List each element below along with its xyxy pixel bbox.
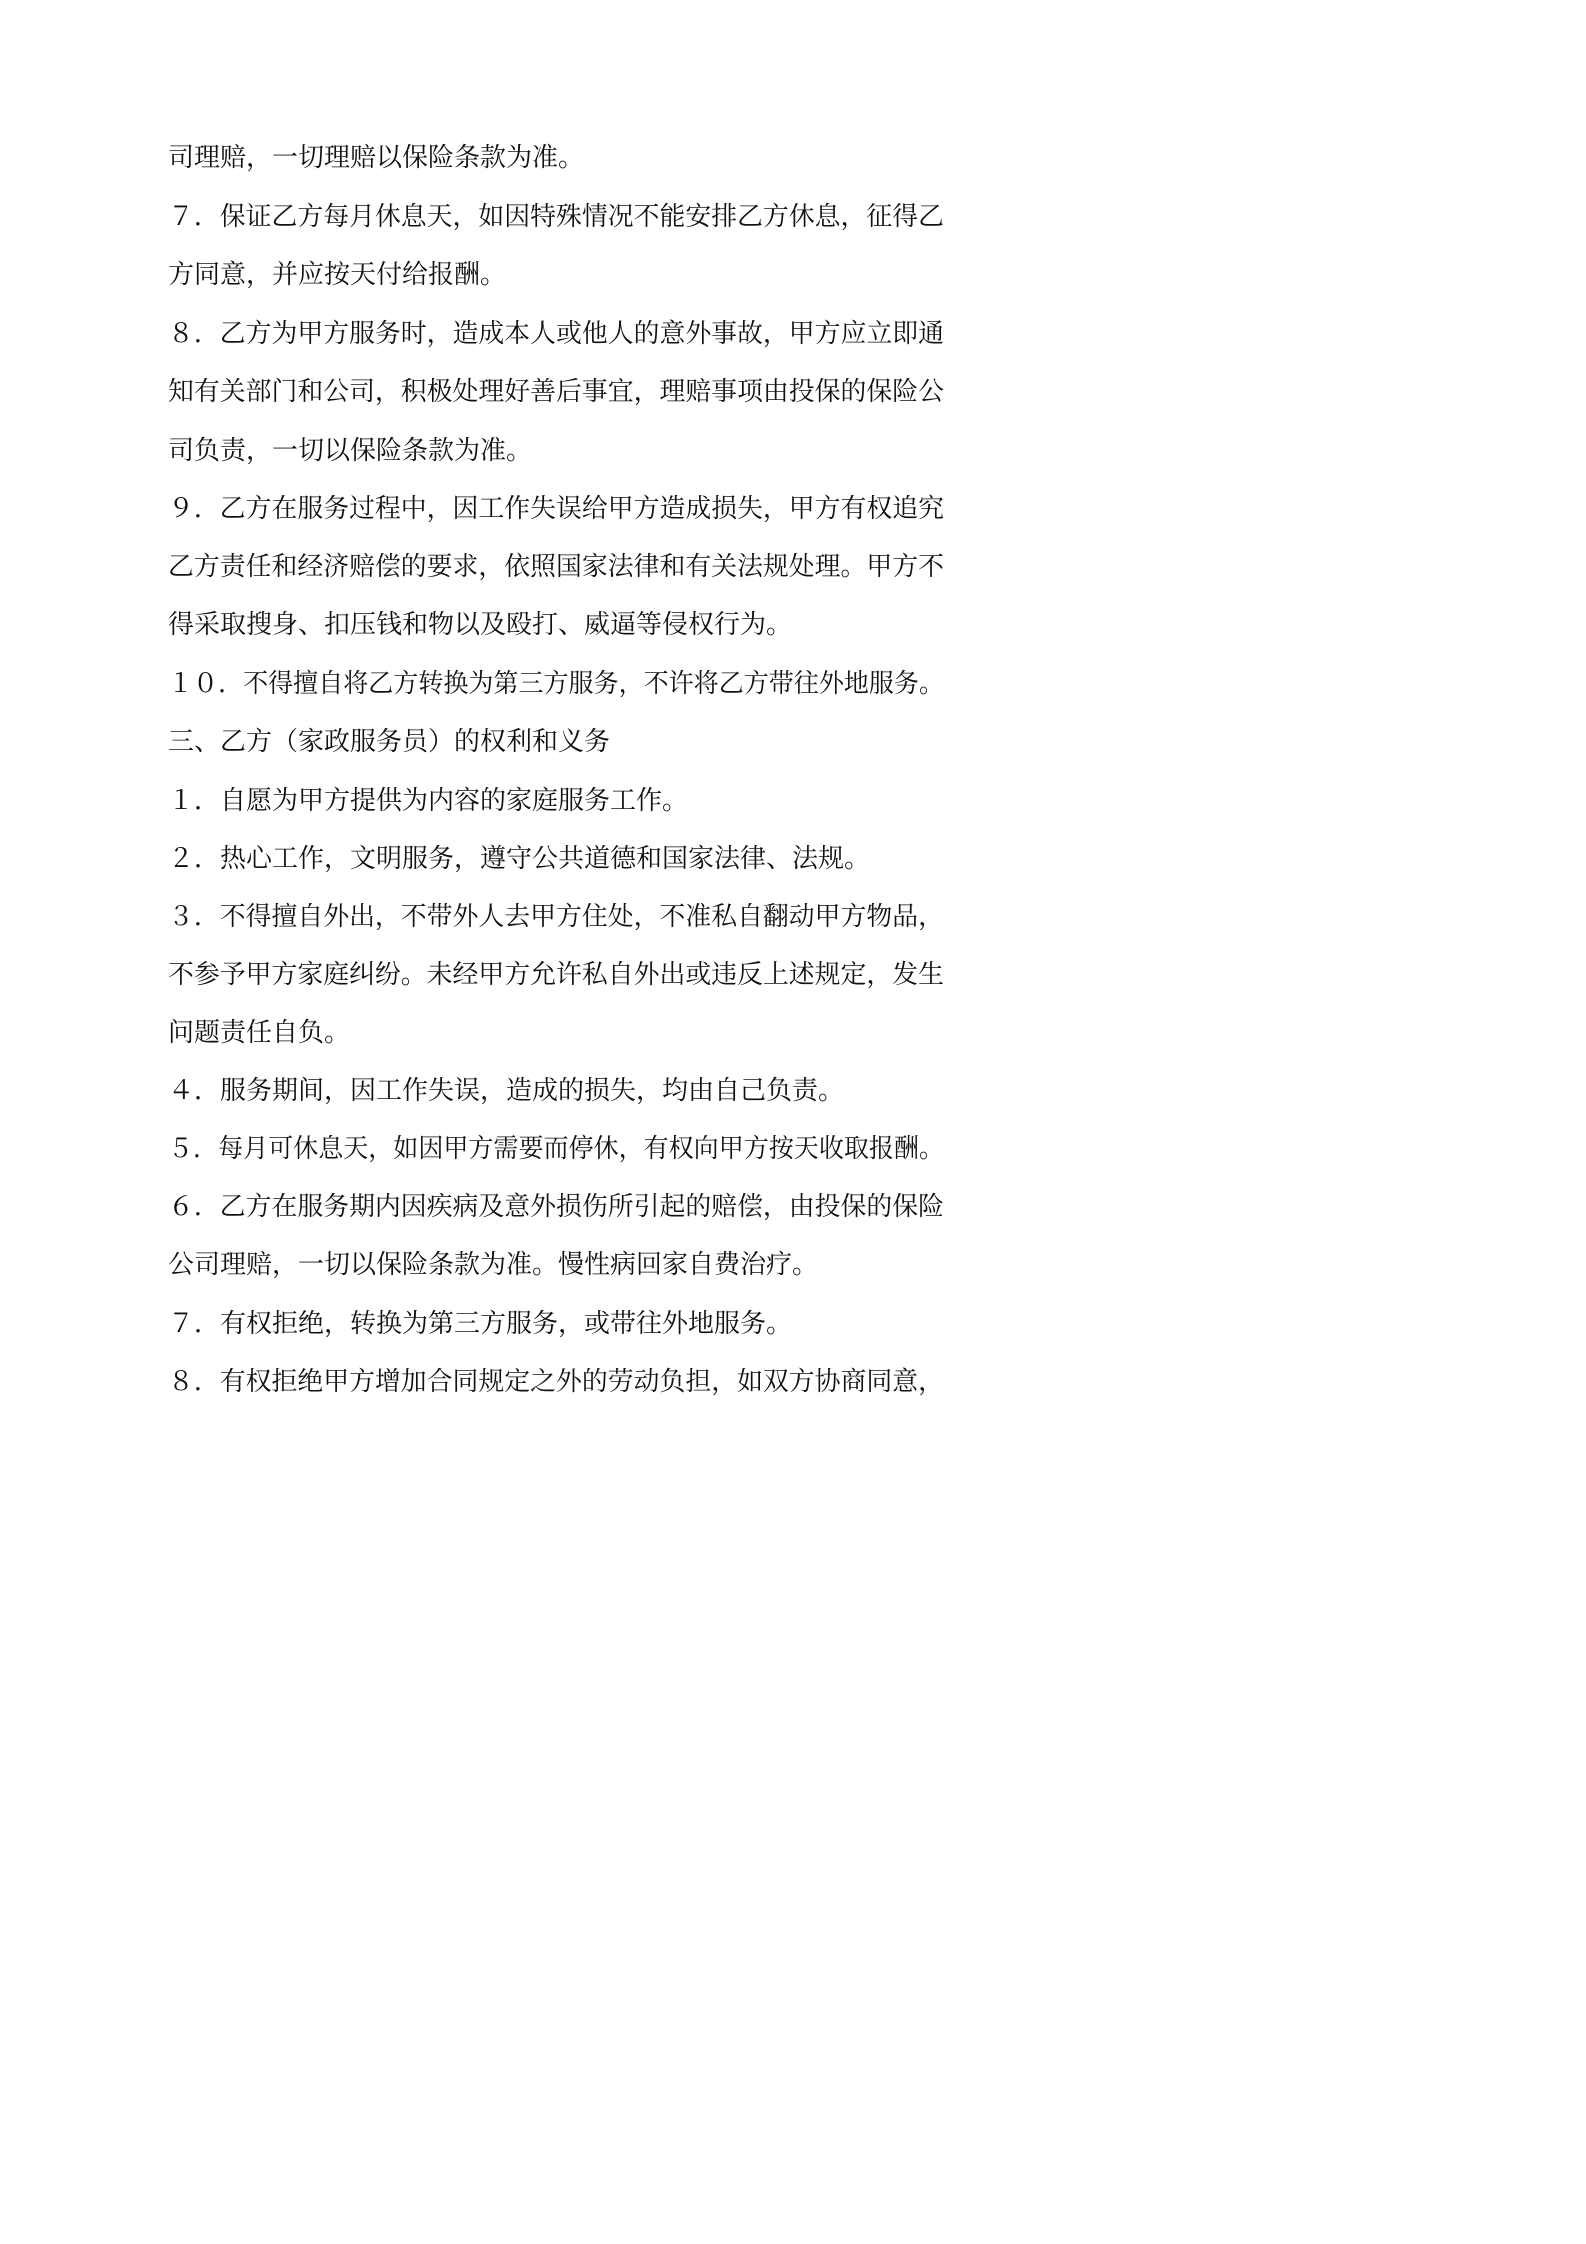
text-line: ６．乙方在服务期内因疾病及意外损伤所引起的赔偿，由投保的保险	[168, 1192, 945, 1222]
section-heading: 三、乙方（家政服务员）的权利和义务	[168, 727, 611, 757]
text-line: 问题责任自负。	[168, 1018, 351, 1048]
text-line: １０．不得擅自将乙方转换为第三方服务，不许将乙方带往外地服务。	[168, 669, 945, 699]
text-line: ７．保证乙方每月休息天，如因特殊情况不能安排乙方休息，征得乙	[168, 202, 945, 232]
text-line: ２．热心工作，文明服务，遵守公共道德和国家法律、法规。	[168, 844, 871, 874]
text-line: ４．服务期间，因工作失误，造成的损失，均由自己负责。	[168, 1076, 845, 1106]
text-line: ７．有权拒绝，转换为第三方服务，或带往外地服务。	[168, 1309, 793, 1339]
text-line: 知有关部门和公司，积极处理好善后事宜，理赔事项由投保的保险公	[168, 377, 945, 407]
text-line: 公司理赔，一切以保险条款为准。慢性病回家自费治疗。	[168, 1250, 819, 1280]
text-line: 司负责，一切以保险条款为准。	[168, 436, 533, 466]
text-line: ９．乙方在服务过程中，因工作失误给甲方造成损失，甲方有权追究	[168, 494, 945, 524]
text-line: １．自愿为甲方提供为内容的家庭服务工作。	[168, 786, 689, 816]
text-line: 方同意，并应按天付给报酬。	[168, 260, 507, 290]
document-page	[0, 0, 1100, 1556]
text-line: 乙方责任和经济赔偿的要求，依照国家法律和有关法规处理。甲方不	[168, 552, 945, 582]
text-line: ８．乙方为甲方服务时，造成本人或他人的意外事故，甲方应立即通	[168, 319, 945, 349]
text-line: 不参予甲方家庭纠纷。未经甲方允许私自外出或违反上述规定，发生	[168, 960, 945, 990]
text-line: 得采取搜身、扣压钱和物以及殴打、威逼等侵权行为。	[168, 610, 793, 640]
text-line: ５．每月可休息天，如因甲方需要而停休，有权向甲方按天收取报酬。	[168, 1134, 945, 1164]
text-line: 司理赔，一切理赔以保险条款为准。	[168, 143, 585, 173]
text-line: ３．不得擅自外出，不带外人去甲方住处，不准私自翻动甲方物品，	[168, 902, 945, 932]
text-line: ８．有权拒绝甲方增加合同规定之外的劳动负担，如双方协商同意，	[168, 1367, 945, 1397]
